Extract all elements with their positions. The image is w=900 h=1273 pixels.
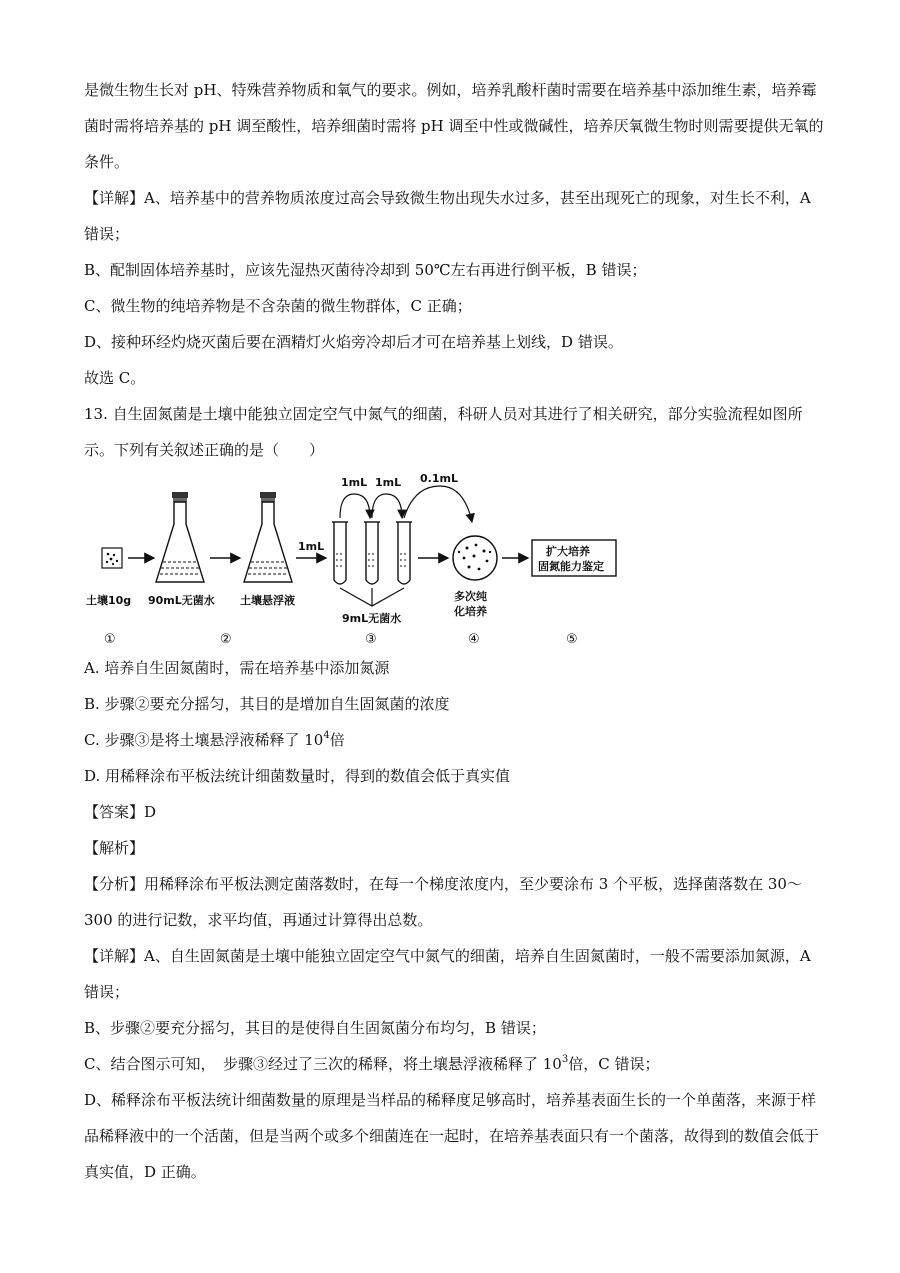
test-tube-2-icon — [364, 522, 380, 584]
petri-plate-icon — [453, 536, 497, 580]
detail-d-paragraph: D、稀释涂布平板法统计细菌数量的原理是当样品的稀释度足够高时，培养基表面生长的一个单菌落，来源于样品稀释液中的一个活菌，但是当两个或多个细菌连在一起时，在培养基表面只有一个菌落，故得到的数值会低于真实值，D 正确。 — [84, 1091, 820, 1181]
answer: 【答案】D — [84, 803, 157, 821]
paragraph-detail-c-prev: C、微生物的纯培养物是不含杂菌的微生物群体，C 正确； — [84, 297, 472, 315]
step-1-number: ① — [104, 632, 116, 647]
arc-3-label: 0.1mL — [420, 472, 458, 485]
paragraph-choose: 故选 C。 — [84, 369, 146, 387]
paragraph-detail-a-prev: 【详解】A、培养基中的营养物质浓度过高会导致微生物出现失水过多，甚至出现死亡的现象，对生长不利，A 错误； — [84, 189, 811, 243]
option-d: D. 用稀释涂布平板法统计细菌数量时，得到的数值会低于真实值 — [84, 767, 511, 785]
arc-1-label: 1mL — [341, 476, 368, 489]
experiment-flow-figure — [84, 472, 824, 648]
document-page — [84, 72, 824, 1190]
flask-2-icon — [244, 492, 292, 582]
soil-label: 土壤10g — [86, 594, 132, 607]
analysis-paragraph: 【分析】用稀释涂布平板法测定菌落数时，在每一个梯度浓度内，至少要涂布 3 个平板，选择菌落数在 30～300 的进行记数，求平均值，再通过计算得出总数。 — [84, 875, 802, 929]
step-5-number: ⑤ — [566, 632, 578, 647]
plate-label-line-1: 多次纯 — [454, 590, 487, 603]
option-c-exponent: 4 — [323, 730, 330, 741]
detail-a-paragraph: 【详解】A、自生固氮菌是土壤中能独立固定空气中氮气的细菌，培养自生固氮菌时，一般不需要添加氮源，A 错误； — [84, 947, 811, 1001]
option-c-suffix: 倍 — [329, 731, 345, 749]
detail-c-suffix: 倍，C 错误； — [568, 1055, 660, 1073]
arc-2-label: 1mL — [375, 476, 402, 489]
test-tube-1-icon — [332, 522, 348, 584]
paragraph-detail-b-prev: B、配制固体培养基时，应该先湿热灭菌待冷却到 50℃左右再进行倒平板，B 错误； — [84, 261, 647, 279]
test-tube-3-icon — [396, 522, 412, 584]
transfer-1-label: 1mL — [298, 540, 325, 553]
experiment-flow-diagram — [84, 472, 824, 648]
arc-arrow-2 — [372, 494, 402, 518]
plate-label-line-2: 化培养 — [454, 605, 487, 618]
detail-c-text: C、结合图示可知， 步骤③经过了三次的稀释，将土壤悬浮液稀释了 10 — [84, 1055, 562, 1073]
flask-1-icon — [156, 492, 204, 582]
flask-2-label: 土壤悬浮液 — [240, 594, 295, 607]
flask-1-label: 90mL无菌水 — [148, 594, 215, 607]
paragraph-intro: 是微生物生长对 pH、特殊营养物质和氧气的要求。例如，培养乳酸杆菌时需要在培养基中添加维生素，培养霉菌时需将培养基的 pH 调至酸性，培养细菌时需将 pH 调至中性或微碱性，培养厌氧微生物时则需要提供无氧的条件。 — [84, 81, 824, 171]
step-4-number: ④ — [468, 632, 480, 647]
option-a: A. 培养自生固氮菌时，需在培养基中添加氮源 — [84, 659, 390, 677]
detail-c-exponent: 3 — [561, 1054, 569, 1065]
paragraph-detail-d-prev: D、接种环经灼烧灭菌后要在酒精灯火焰旁冷却后才可在培养基上划线，D 错误。 — [84, 333, 623, 351]
step-3-number: ③ — [365, 632, 377, 647]
question-13-stem: 13. 自生固氮菌是土壤中能独立固定空气中氮气的细菌，科研人员对其进行了相关研究，部分实验流程如图所示。下列有关叙述正确的是（ ） — [84, 405, 803, 459]
arc-arrow-3 — [404, 486, 472, 522]
box-line-1: 扩大培养 — [546, 545, 590, 558]
option-c — [84, 722, 824, 758]
box-line-2: 固氮能力鉴定 — [538, 560, 604, 573]
option-c-text: C. 步骤③是将土壤悬浮液稀释了 10 — [84, 731, 324, 749]
arc-arrow-1 — [340, 494, 370, 518]
option-b: B. 步骤②要充分摇匀，其目的是增加自生固氮菌的浓度 — [84, 695, 450, 713]
soil-sample-icon — [102, 548, 122, 568]
analysis-heading: 【解析】 — [84, 839, 145, 857]
detail-b-paragraph: B、步骤②要充分摇匀，其目的是使得自生固氮菌分布均匀，B 错误； — [84, 1019, 546, 1037]
tubes-label: 9mL无菌水 — [342, 612, 402, 625]
detail-c-paragraph — [84, 1046, 824, 1082]
step-2-number: ② — [220, 632, 232, 647]
